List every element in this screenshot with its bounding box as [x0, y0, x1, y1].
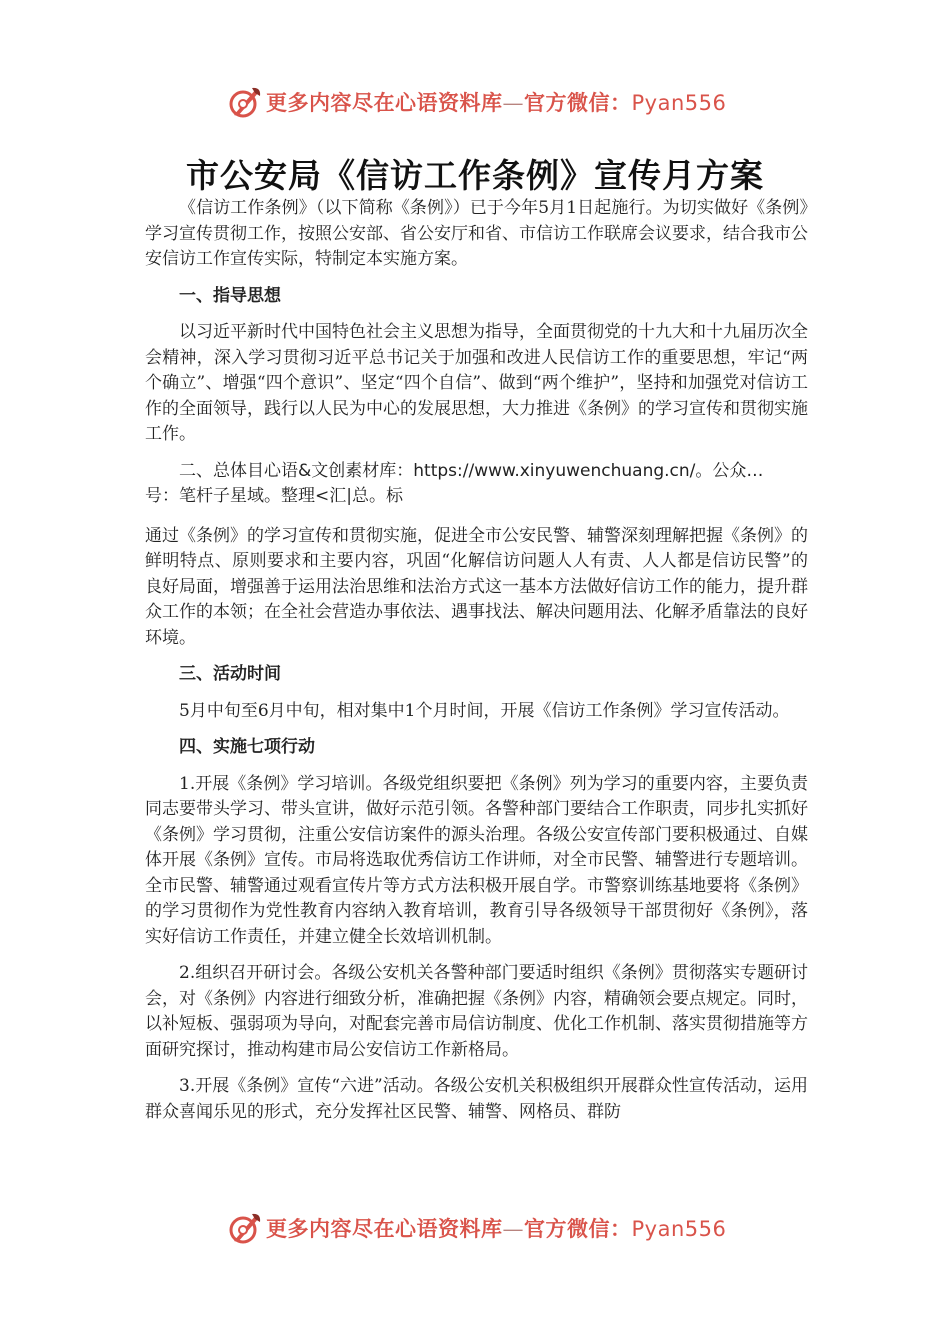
document-body [145, 196, 808, 1125]
quill-logo-icon [228, 1211, 262, 1245]
banner-wechat-id: Pyan556 [631, 91, 727, 115]
document-title: 市公安局《信访工作条例》宣传月方案 [186, 156, 764, 195]
section2-body: 通过《条例》的学习宣传和贯彻实施，促进全市公安民警、辅警深刻理解把握《条例》的鲜明特点、原则要求和主要内容，巩固“化解信访问题人人有责、人人都是信访民警”的良好局面，增强善于运用法治思维和法治方式这一基本方法做好信访工作的能力，提升群众工作的本领；在全社会营造办事依法、遇事找法、解决问题用法、化解矛盾靠法的良好环境。 [145, 525, 808, 648]
section4-item3: 3.开展《条例》宣传“六进”活动。各级公安机关积极组织开展群众性宣传活动，运用群众喜闻乐见的形式，充分发挥社区民警、辅警、网格员、群防 [145, 1076, 808, 1122]
footer-banner [0, 1208, 950, 1248]
banner-label: 官方微信： [524, 90, 632, 115]
quill-logo-icon [228, 85, 262, 119]
section3-body: 5月中旬至6月中旬，相对集中1个月时间，开展《信访工作条例》学习宣传活动。 [179, 700, 790, 721]
header-banner [0, 82, 950, 122]
intro-paragraph: 《信访工作条例》（以下简称《条例》）已于今年5月1日起施行。为切实做好《条例》学习宣传贯彻工作，按照公安部、省公安厅和省、市信访工作联席会议要求，结合我市公安信访工作宣传实际，特制定本实施方案。 [145, 198, 808, 269]
section2-heading [145, 459, 808, 485]
section1-body: 以习近平新时代中国特色社会主义思想为指导，全面贯彻党的十九大和十九届历次全会精神，深入学习贯彻习近平总书记关于加强和改进人民信访工作的重要思想，牢记“两个确立”、增强“四个意识”、坚定“四个自信”、做到“两个维护”，坚持和加强党对信访工作的全面领导，践行以人民为中心的发展思想，大力推进《条例》的学习宣传和贯彻实施工作。 [145, 322, 808, 444]
section2-heading-line1: 二、总体目心语&文创素材库：https://www.xinyuwenchuang.cn/。公众… [179, 460, 764, 481]
section3-heading: 三、活动时间 [179, 664, 281, 684]
section4-item2: 2.组织召开研讨会。各级公安机关各警种部门要适时组织《条例》贯彻落实专题研讨会，对《条例》内容进行细致分析，准确把握《条例》内容，精确领会要点规定。同时，以补短板、强弱项为导向，对配套完善市局信访制度、优化工作机制、落实贯彻措施等方面研究探讨，推动构建市局公安信访工作新格局。 [145, 963, 808, 1060]
banner-label: 官方微信： [524, 1216, 632, 1241]
section2-heading-line2: 号：笔杆子星域。整理<汇|总。标 [145, 486, 403, 506]
banner-text [266, 87, 726, 117]
banner-wechat-id: Pyan556 [631, 1217, 727, 1241]
section4-item1: 1.开展《条例》学习培训。各级党组织要把《条例》列为学习的重要内容，主要负责同志要带头学习、带头宣讲，做好示范引领。各警种部门要结合工作职责，同步扎实抓好《条例》学习贯彻，注重公安信访案件的源头治理。各级公安宣传部门要积极通过、自媒体开展《条例》宣传。市局将选取优秀信访工作讲师，对全市民警、辅警进行专题培训。全市民警、辅警通过观看宣传片等方式方法积极开展自学。市警察训练基地要将《条例》的学习贯彻作为党性教育内容纳入教育培训，教育引导各级领导干部贯彻好《条例》，落实好信访工作责任，并建立健全长效培训机制。 [145, 773, 808, 947]
banner-text [266, 1213, 726, 1243]
banner-main-text: 更多内容尽在心语资料库 [266, 90, 503, 115]
banner-dash: — [502, 91, 524, 115]
section1-heading: 一、指导思想 [179, 285, 281, 306]
banner-main-text: 更多内容尽在心语资料库 [266, 1216, 503, 1241]
banner-dash: — [502, 1217, 524, 1241]
section4-heading: 四、实施七项行动 [179, 737, 315, 757]
